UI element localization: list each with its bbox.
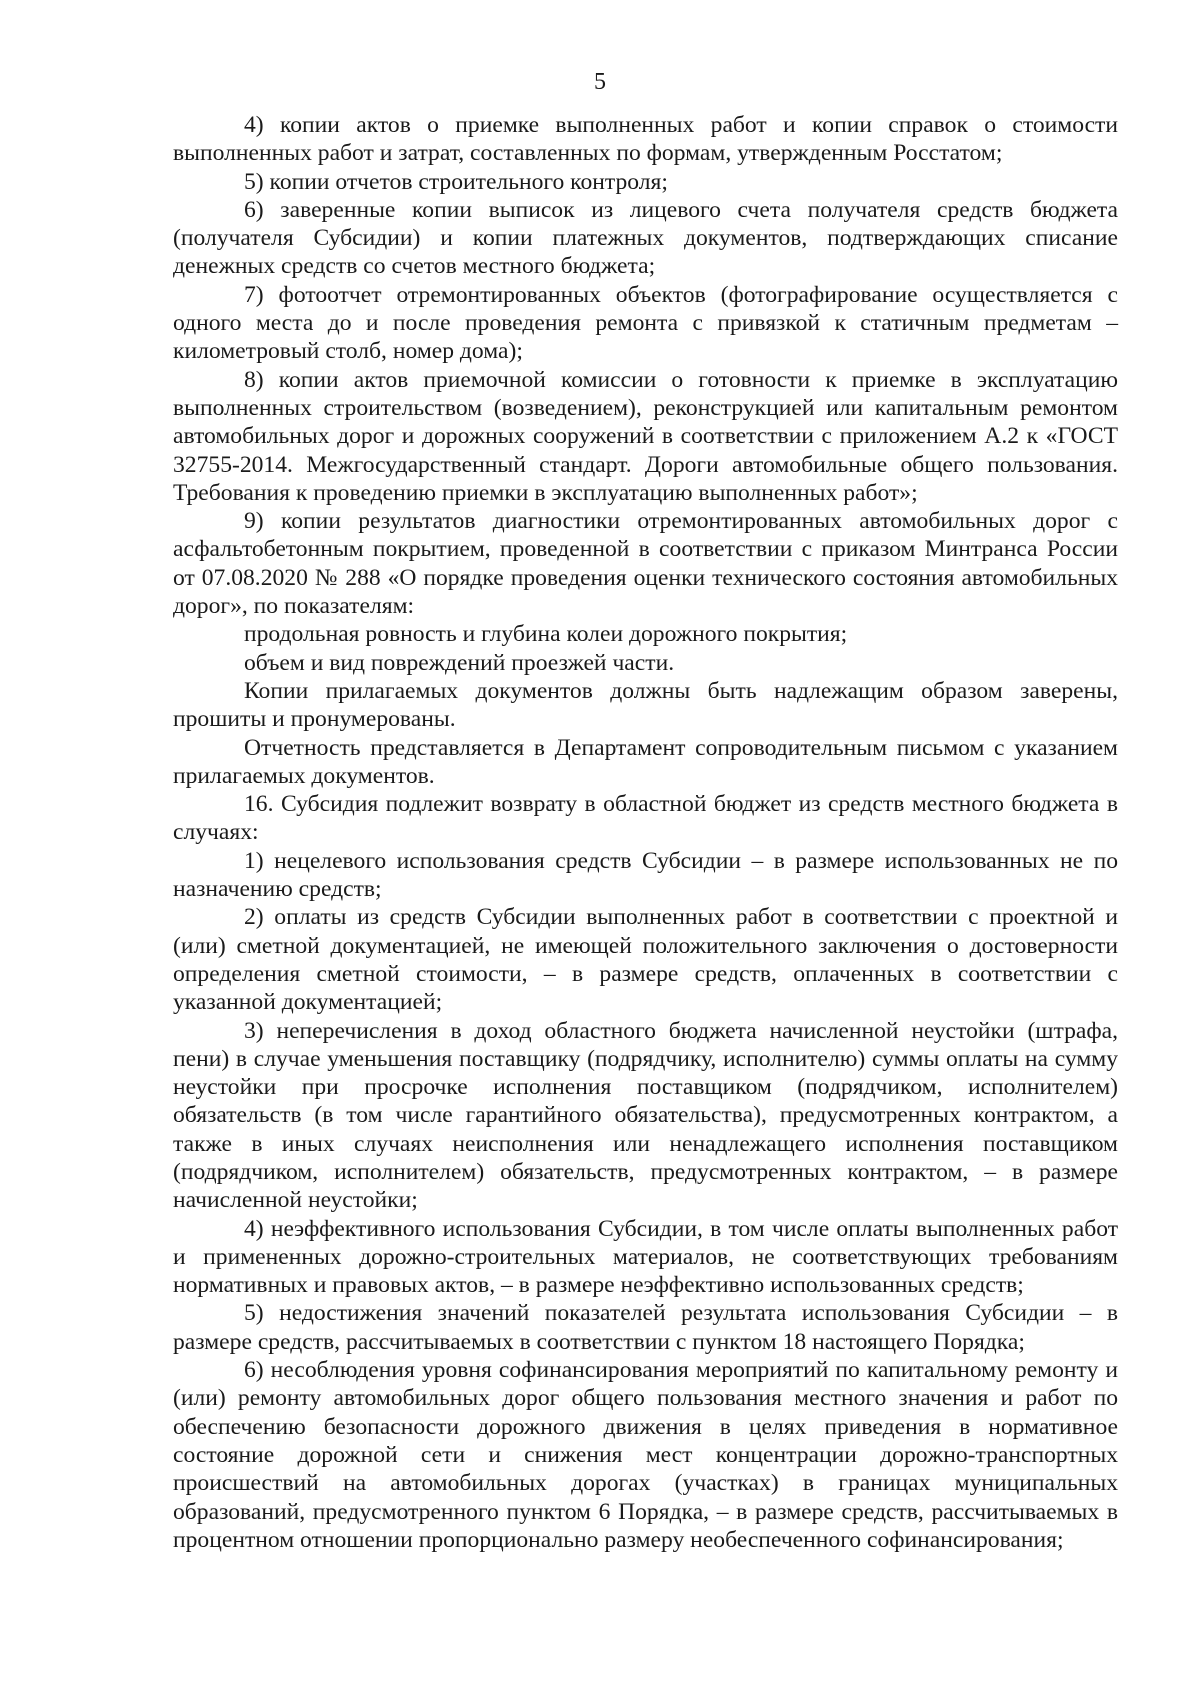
paragraph-item-9-diagnostics: 9) копии результатов диагностики отремонтированных автомобильных дорог с асфальтобетонным покрытием, проведенной в соответствии с приказом Минтранса России от 07.08.2020 № 288 «О порядке проведения оценки технического состояния автомобильных дорог», по показателям: [173,508,1118,620]
paragraph-case-1: 1) нецелевого использования средств Субсидии – в размере использованных не по назначению средств; [173,847,1118,903]
paragraph-indicator-roughness: продольная ровность и глубина колеи дорожного покрытия; [244,621,848,648]
paragraph-case-3: 3) неперечисления в доход областного бюджета начисленной неустойки (штрафа, пени) в случае уменьшения поставщику (подрядчику, исполнителю) суммы оплаты на сумму неустойки при просрочке исполнения поставщиком (подрядчиком, исполнителем) обязательств (в том числе гарантийного обязательства), предусмотренных контрактом, а также в иных случаях неисполнения или ненадлежащего исполнения поставщиком (подрядчиком, исполнителем) обязательств, предусмотренных контрактом, – в размере начисленной неустойки; [173,1017,1118,1214]
page-number: 5 [594,69,606,95]
paragraph-case-2: 2) оплаты из средств Субсидии выполненных работ в соответствии с проектной и (или) сметной документацией, не имеющей положительного заключения о достоверности определения сметной стоимости, – в размере средств, оплаченных в соответствии с указанной документацией; [173,904,1118,1016]
paragraph-item-5-reports: 5) копии отчетов строительного контроля; [244,168,668,195]
paragraph-case-5: 5) недостижения значений показателей результата использования Субсидии – в размере средств, рассчитываемых в соответствии с пунктом 18 настоящего Порядка; [173,1300,1118,1355]
paragraph-case-4: 4) неэффективного использования Субсидии, в том числе оплаты выполненных работ и примененных дорожно-строительных материалов, не соответствующих требованиям нормативных и правовых актов, – в размере неэффективно использованных средств; [173,1215,1118,1299]
document-body [173,111,1118,1554]
paragraph-item-7-photo-report: 7) фотоотчет отремонтированных объектов (фотографирование осуществляется с одного места до и после проведения ремонта с привязкой к статичным предметам – километровый столб, номер дома); [173,281,1118,365]
paragraph-item-8-commission-acts: 8) копии актов приемочной комиссии о готовности к приемке в эксплуатацию выполненных строительством (возведением), реконструкцией или капитальным ремонтом автомобильных дорог и дорожных сооружений в соответствии с приложением А.2 к «ГОСТ 32755-2014. Межгосударственный стандарт. Дороги автомобильные общего пользования. Требования к проведению приемки в эксплуатацию выполненных работ»; [173,366,1118,506]
paragraph-copies-certified: Копии прилагаемых документов должны быть надлежащим образом заверены, прошиты и пронумерованы. [173,677,1118,733]
paragraph-case-6: 6) несоблюдения уровня софинансирования мероприятий по капитальному ремонту и (или) ремонту автомобильных дорог общего пользования местного значения и работ по обеспечению безопасности дорожного движения в целях приведения в нормативное состояние дорожной сети и снижения мест концентрации дорожно-транспортных происшествий на автомобильных дорогах (участках) в границах муниципальных образований, предусмотренного пунктом 6 Порядка, – в размере средств, рассчитываемых в процентном отношении пропорционально размеру необеспеченного софинансирования; [173,1357,1118,1553]
paragraph-section-16: 16. Субсидия подлежит возврату в областной бюджет из средств местного бюджета в случаях: [173,791,1118,846]
paragraph-item-4-acts: 4) копии актов о приемке выполненных работ и копии справок о стоимости выполненных работ и затрат, составленных по формам, утвержденным Росстатом; [173,112,1118,167]
paragraph-reporting: Отчетность представляется в Департамент сопроводительным письмом с указанием прилагаемых документов. [173,734,1118,789]
paragraph-item-6-statements: 6) заверенные копии выписок из лицевого счета получателя средств бюджета (получателя Субсидии) и копии платежных документов, подтверждающих списание денежных средств со счетов местного бюджета; [173,196,1118,280]
paragraph-indicator-damage: объем и вид повреждений проезжей части. [244,649,675,676]
